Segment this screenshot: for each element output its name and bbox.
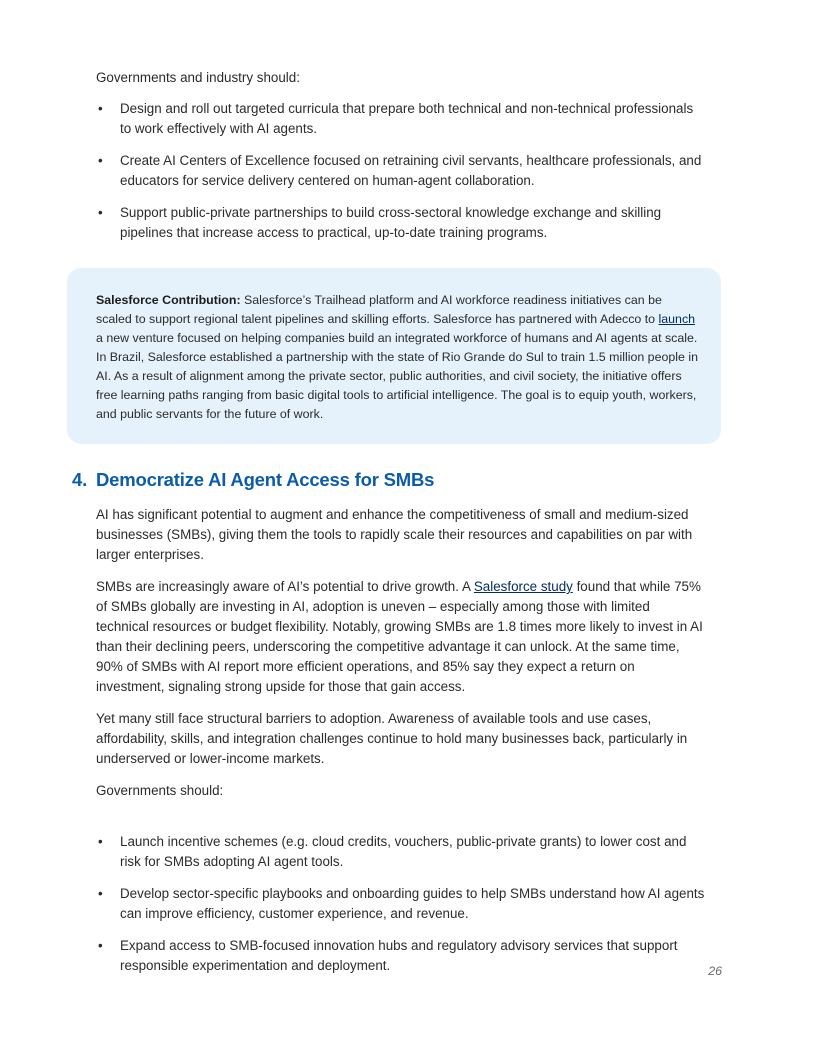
list-item-text: Support public-private partnerships to build cross-sectoral knowledge exchange and skilling pipelines that increase access to practical, up-to-date training programs. — [120, 205, 662, 240]
list-item-text: Design and roll out targeted curricula that prepare both technical and non-technical professionals to work effectively with AI agents. — [120, 101, 694, 136]
section-body — [96, 505, 706, 813]
bullet-icon: • — [98, 938, 103, 953]
section-number: 4. — [72, 469, 88, 490]
section-title: Democratize AI Agent Access for SMBs — [96, 469, 435, 490]
paragraph-2 — [96, 577, 706, 697]
paragraph-3: Yet many still face structural barriers to adoption. Awareness of available tools and use cases, affordability, skills, and integration challenges continue to hold many businesses back, particularly in underserved or lower-income markets. — [96, 711, 688, 766]
list-item — [96, 832, 706, 872]
paragraph-4: Governments should: — [96, 783, 224, 798]
callout-label: Salesforce Contribution: — [96, 293, 241, 307]
list-item — [96, 884, 706, 924]
list-item-text: Create AI Centers of Excellence focused on retraining civil servants, healthcare professionals, and educators for service delivery centered on human-agent collaboration. — [120, 153, 702, 188]
paragraph-1: AI has significant potential to augment and enhance the competitiveness of small and medium-sized businesses (SMBs), giving them the tools to rapidly scale their resources and capabilities on par with larger enterprises. — [96, 507, 693, 562]
top-bullet-list — [96, 99, 706, 255]
page-number: 26 — [708, 964, 722, 978]
salesforce-study-link[interactable]: Salesforce study — [473, 579, 573, 594]
list-item-text: Launch incentive schemes (e.g. cloud credits, vouchers, public-private grants) to lower cost and risk for SMBs adopting AI agent tools. — [120, 834, 687, 869]
bullet-icon: • — [98, 886, 103, 901]
launch-link[interactable]: launch — [658, 312, 696, 326]
intro-text: Governments and industry should: — [96, 70, 300, 85]
callout-text-part-1: Salesforce’s Trailhead platform and AI workforce readiness initiatives can be scaled to support regional talent pipelines and skilling efforts. Salesforce has partnered with Adecco to — [96, 293, 662, 326]
callout-text — [96, 291, 698, 424]
bullet-icon: • — [98, 101, 103, 116]
salesforce-contribution-callout — [67, 268, 721, 444]
list-item-text: Develop sector-specific playbooks and onboarding guides to help SMBs understand how AI agents can improve efficiency, customer experience, and revenue. — [120, 886, 705, 921]
paragraph-2-start: SMBs are increasingly aware of AI’s potential to drive growth. A — [96, 579, 474, 594]
bullet-icon: • — [98, 834, 103, 849]
section-heading — [72, 469, 434, 491]
list-item — [96, 99, 706, 139]
callout-text-part-2: a new venture focused on helping companies build an integrated workforce of humans and AI agents at scale. In Brazil, Salesforce established a partnership with the state of Rio Grande do Sul to train 1.5 million people in AI. As a result of alignment among the private sector, public authorities, and civil society, the initiative offers free learning paths ranging from basic digital tools to artificial intelligence. The goal is to equip youth, workers, and public servants for the future of work. — [96, 331, 698, 421]
list-item — [96, 936, 706, 976]
bullet-icon: • — [98, 153, 103, 168]
bullet-icon: • — [98, 205, 103, 220]
list-item-text: Expand access to SMB-focused innovation hubs and regulatory advisory services that support responsible experimentation and deployment. — [120, 938, 678, 973]
paragraph-2-end: found that while 75% of SMBs globally are investing in AI, adoption is uneven – especially among those with limited technical resources or budget flexibility. Notably, growing SMBs are 1.8 times more likely to invest in AI than their declining peers, underscoring the competitive advantage it can unlock. At the same time, 90% of SMBs with AI report more efficient operations, and 85% say they expect a return on investment, signaling strong upside for those that gain access. — [96, 579, 703, 694]
list-item — [96, 151, 706, 191]
list-item — [96, 203, 706, 243]
bottom-bullet-list — [96, 832, 706, 988]
